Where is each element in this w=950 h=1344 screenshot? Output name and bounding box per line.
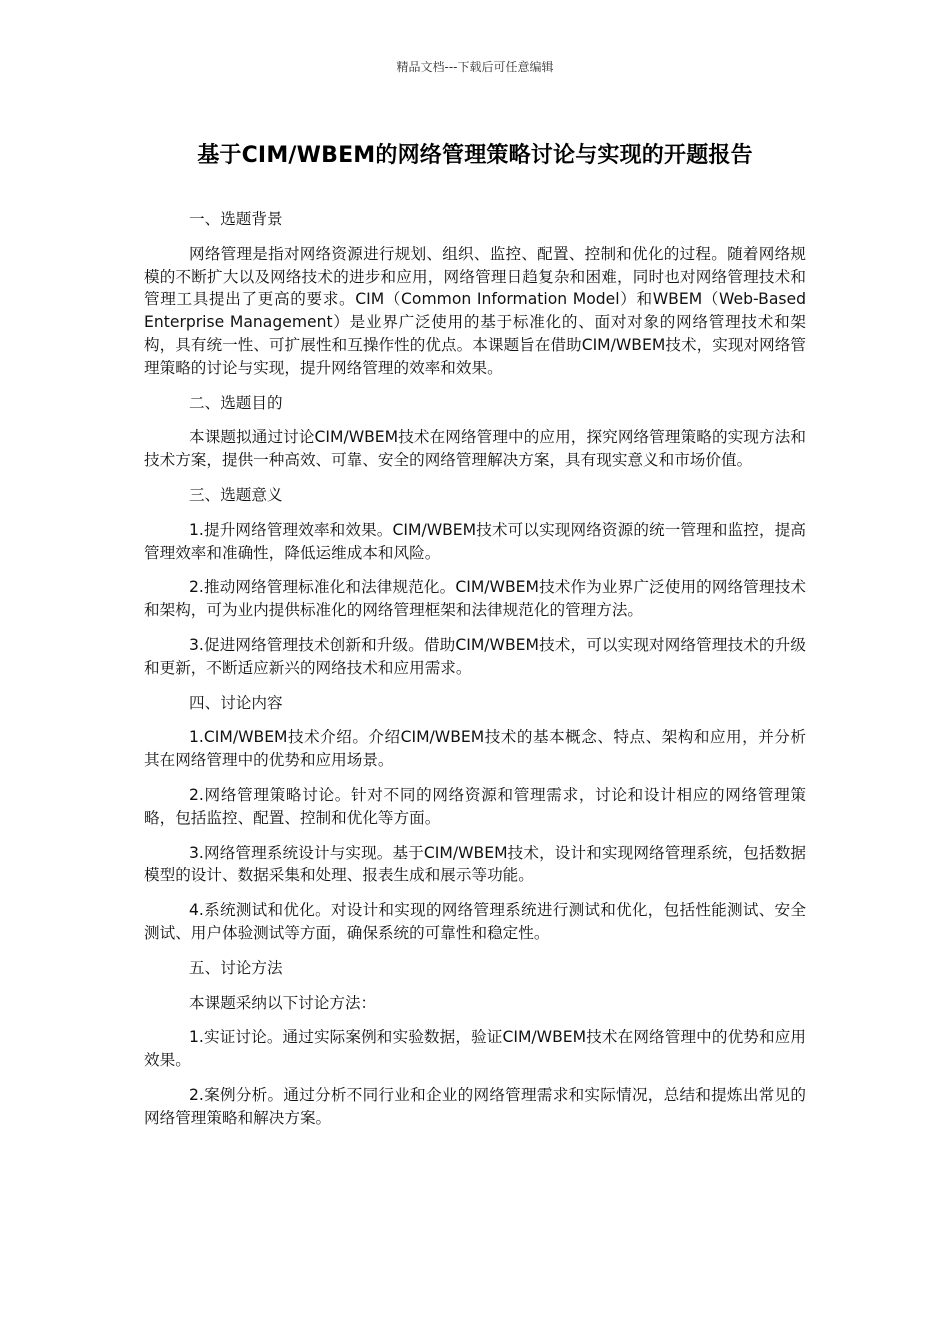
section-heading-background: 一、选题背景 xyxy=(189,210,283,228)
header-note: 精品文档---下载后可任意编辑 xyxy=(396,60,554,74)
paragraph-content-1: 1.CIM/WBEM技术介绍。介绍CIM/WBEM技术的基本概念、特点、架构和应用，并分析其在网络管理中的优势和应用场景。 xyxy=(144,728,806,770)
paragraph-significance-2: 2.推动网络管理标准化和法律规范化。CIM/WBEM技术作为业界广泛使用的网络管理技术和架构，可为业内提供标准化的网络管理框架和法律规范化的管理方法。 xyxy=(144,578,806,620)
section-heading-purpose: 二、选题目的 xyxy=(189,393,283,412)
paragraph-significance-1: 1.提升网络管理效率和效果。CIM/WBEM技术可以实现网络资源的统一管理和监控，提高管理效率和准确性，降低运维成本和风险。 xyxy=(144,520,806,562)
paragraph-content-3: 3.网络管理系统设计与实现。基于CIM/WBEM技术，设计和实现网络管理系统，包括数据模型的设计、数据采集和处理、报表生成和展示等功能。 xyxy=(144,843,806,885)
paragraph-significance-3: 3.促进网络管理技术创新和升级。借助CIM/WBEM技术，可以实现对网络管理技术的升级和更新，不断适应新兴的网络技术和应用需求。 xyxy=(144,635,806,677)
section-heading-significance: 三、选题意义 xyxy=(189,485,283,504)
section-heading-methods: 五、讨论方法 xyxy=(189,958,283,977)
document-body xyxy=(144,208,806,1142)
paragraph-methods-1: 1.实证讨论。通过实际案例和实验数据，验证CIM/WBEM技术在网络管理中的优势和应用效果。 xyxy=(144,1028,806,1070)
paragraph-methods-2: 2.案例分析。通过分析不同行业和企业的网络管理需求和实际情况，总结和提炼出常见的网络管理策略和解决方案。 xyxy=(144,1085,806,1127)
paragraph-content-2: 2.网络管理策略讨论。针对不同的网络资源和管理需求，讨论和设计相应的网络管理策略，包括监控、配置、控制和优化等方面。 xyxy=(144,785,806,827)
paragraph-content-4: 4.系统测试和优化。对设计和实现的网络管理系统进行测试和优化，包括性能测试、安全测试、用户体验测试等方面，确保系统的可靠性和稳定性。 xyxy=(144,901,806,942)
section-heading-content: 四、讨论内容 xyxy=(189,693,283,712)
paragraph-purpose: 本课题拟通过讨论CIM/WBEM技术在网络管理中的应用，探究网络管理策略的实现方法和技术方案，提供一种高效、可靠、安全的网络管理解决方案，具有现实意义和市场价值。 xyxy=(144,428,806,470)
paragraph-background: 网络管理是指对网络资源进行规划、组织、监控、配置、控制和优化的过程。随着网络规模的不断扩大以及网络技术的进步和应用，网络管理日趋复杂和困难，同时也对网络管理技术和管理工具提出了更高的要求。CIM（Common Information Model）和WBEM（Web-Based Enterprise Management）是业界广泛使用的基于标准化的、面对对象的网络管理技术和架构，具有统一性、可扩展性和互操作性的优点。本课题旨在借助CIM/WBEM技术，实现对网络管理策略的讨论与实现，提升网络管理的效率和效果。 xyxy=(144,244,806,377)
document-title: 基于CIM/WBEM的网络管理策略讨论与实现的开题报告 xyxy=(197,143,753,168)
paragraph-methods-intro: 本课题采纳以下讨论方法： xyxy=(189,993,377,1012)
